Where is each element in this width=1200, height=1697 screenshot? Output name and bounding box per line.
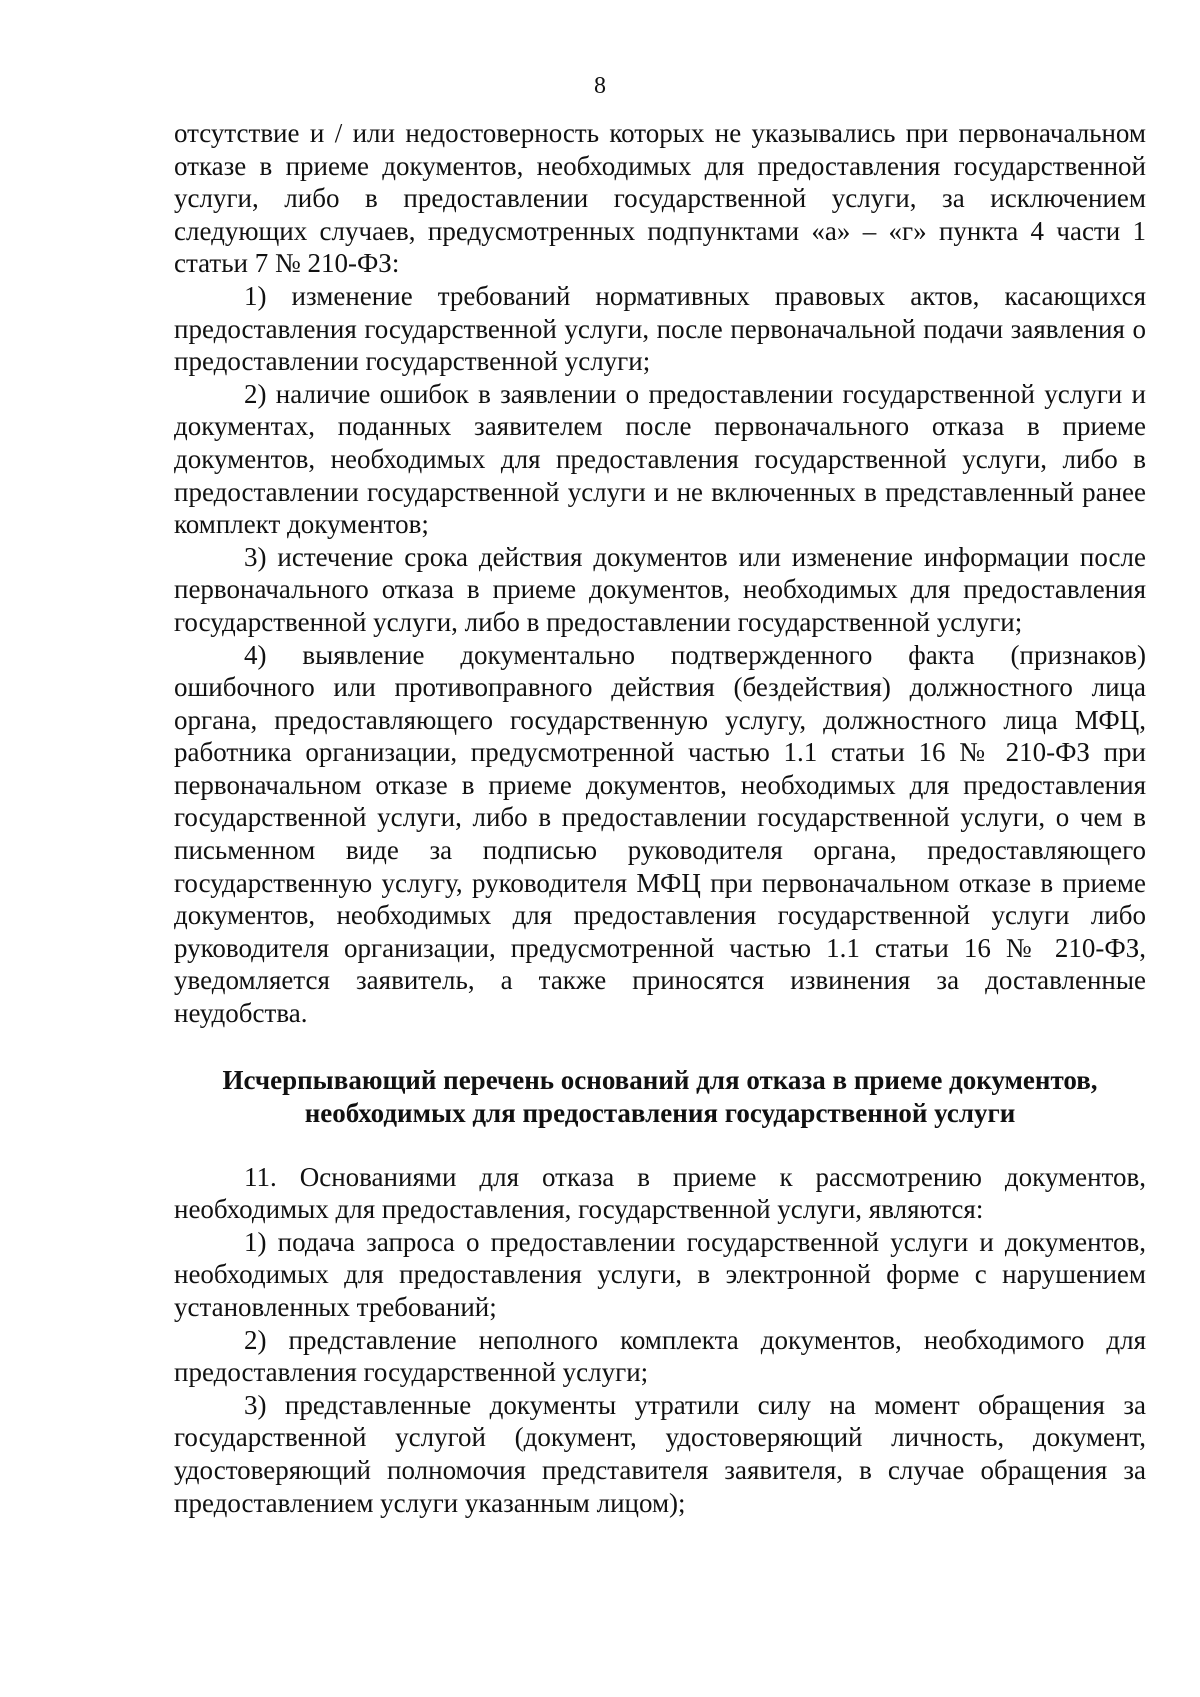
section-list-item-3: 3) представленные документы утратили силу на момент обращения за государственной услугой (документ, удостоверяющий личность, документ, удостоверяющий полномочия представителя заявителя, в случае обращения за предоставлением услуги указанным лицом); xyxy=(174,1389,1146,1518)
list-item-4: 4) выявление документально подтвержденного факта (признаков) ошибочного или противоправного действия (бездействия) должностного лица органа, предоставляющего государственную услугу, должностного лица МФЦ, работника организации, предусмотренной частью 1.1 статьи 16 № 210-ФЗ при первоначальном отказе в приеме документов, необходимых для предоставления государственной услуги, либо в предоставлении государственной услуги, о чем в письменном виде за подписью руководителя органа, предоставляющего государственную услугу, руководителя МФЦ при первоначальном отказе в приеме документов, необходимых для предоставления государственной услуги либо руководителя организации, предусмотренной частью 1.1 статьи 16 № 210-ФЗ, уведомляется заявитель, а также приносятся извинения за доставленные неудобства. xyxy=(174,639,1146,1029)
section-heading xyxy=(174,1064,1146,1130)
section-list-item-1: 1) подача запроса о предоставлении государственной услуги и документов, необходимых для предоставления услуги, в электронной форме с нарушением установленных требований; xyxy=(174,1226,1146,1322)
page-content xyxy=(174,117,1146,1519)
page-number: 8 xyxy=(594,73,606,99)
list-item-2: 2) наличие ошибок в заявлении о предоставлении государственной услуги и документах, поданных заявителем после первоначального отказа в приеме документов, необходимых для предоставления государственной услуги, либо в предоставлении государственной услуги и не включенных в представленный ранее комплект документов; xyxy=(174,378,1146,540)
list-item-1: 1) изменение требований нормативных правовых актов, касающихся предоставления государственной услуги, после первоначальной подачи заявления о предоставлении государственной услуги; xyxy=(174,280,1146,377)
continuation-paragraph: отсутствие и / или недостоверность которых не указывались при первоначальном отказе в приеме документов, необходимых для предоставления государственной услуги, либо в предоставлении государственной услуги, за исключением следующих случаев, предусмотренных подпунктами «а» – «г» пункта 4 части 1 статьи 7 № 210-ФЗ: xyxy=(174,118,1146,279)
section-intro-paragraph: 11. Основаниями для отказа в приеме к рассмотрению документов, необходимых для предоставления, государственной услуги, являются: xyxy=(174,1161,1146,1225)
list-item-3: 3) истечение срока действия документов или изменение информации после первоначального отказа в приеме документов, необходимых для предоставления государственной услуги, либо в предоставлении государственной услуги; xyxy=(174,541,1146,637)
section-list-item-2: 2) представление неполного комплекта документов, необходимого для предоставления государственной услуги; xyxy=(174,1324,1146,1388)
section-heading-line-1: Исчерпывающий перечень оснований для отказа в приеме документов, xyxy=(222,1064,1098,1095)
section-heading-line-2: необходимых для предоставления государственной услуги xyxy=(304,1097,1016,1128)
